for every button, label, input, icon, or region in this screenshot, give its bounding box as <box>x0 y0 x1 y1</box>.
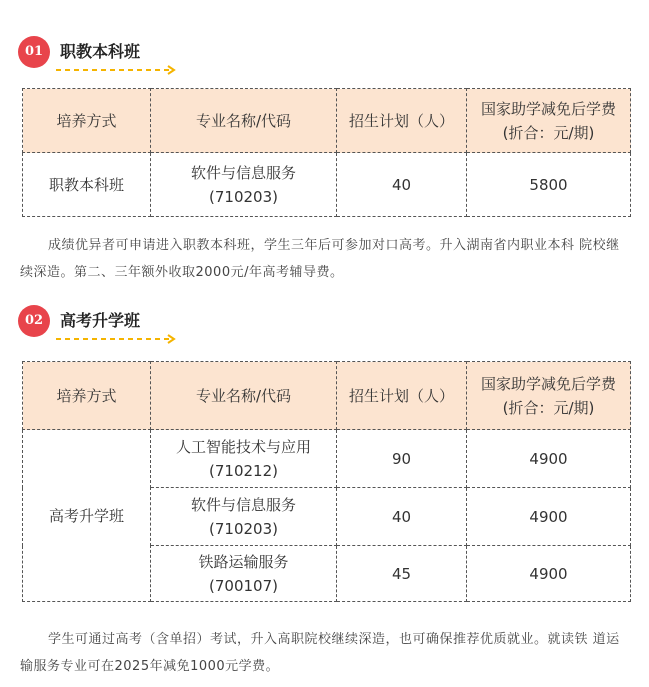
header-major: 专业名称/代码 <box>151 362 337 430</box>
header-major: 专业名称/代码 <box>151 89 337 153</box>
cell-plan: 45 <box>337 546 467 602</box>
cell-fee: 4900 <box>467 430 631 488</box>
section-2-header <box>18 305 318 339</box>
section-1-header <box>18 36 318 70</box>
table-row <box>23 153 631 217</box>
section-2-table <box>22 361 631 602</box>
table-header-row <box>23 362 631 430</box>
dashed-arrow-icon <box>54 64 180 76</box>
dashed-arrow-icon <box>54 333 180 345</box>
cell-major: 软件与信息服务 (710203) <box>151 153 337 217</box>
section-1-table <box>22 88 631 217</box>
cell-major: 人工智能技术与应用 (710212) <box>151 430 337 488</box>
section-1-title: 职教本科班 <box>60 42 141 61</box>
cell-mode: 高考升学班 <box>23 430 151 602</box>
header-fee: 国家助学减免后学费 (折合：元/期) <box>467 89 631 153</box>
header-mode: 培养方式 <box>23 362 151 430</box>
cell-plan: 90 <box>337 430 467 488</box>
section-1-note: 成绩优异者可申请进入职教本科班，学生三年后可参加对口高考。升入湖南省内职业本科 院校继续深造。第二、三年额外收取2000元/年高考辅导费。 <box>20 238 620 280</box>
cell-major: 软件与信息服务 (710203) <box>151 488 337 546</box>
header-plan: 招生计划（人） <box>337 362 467 430</box>
header-plan: 招生计划（人） <box>337 89 467 153</box>
section-1-number-badge: 01 <box>18 36 50 68</box>
header-mode: 培养方式 <box>23 89 151 153</box>
cell-plan: 40 <box>337 488 467 546</box>
table-row <box>23 430 631 488</box>
table-header-row <box>23 89 631 153</box>
cell-mode: 职教本科班 <box>23 153 151 217</box>
cell-fee: 4900 <box>467 488 631 546</box>
cell-fee: 5800 <box>467 153 631 217</box>
section-2-note: 学生可通过高考（含单招）考试，升入高职院校继续深造，也可确保推荐优质就业。就读铁 道运输服务专业可在2025年减免1000元学费。 <box>20 632 620 674</box>
cell-fee: 4900 <box>467 546 631 602</box>
header-fee: 国家助学减免后学费 (折合：元/期) <box>467 362 631 430</box>
cell-major: 铁路运输服务 (700107) <box>151 546 337 602</box>
cell-plan: 40 <box>337 153 467 217</box>
section-2-number-badge: 02 <box>18 305 50 337</box>
section-2-title: 高考升学班 <box>60 311 141 330</box>
